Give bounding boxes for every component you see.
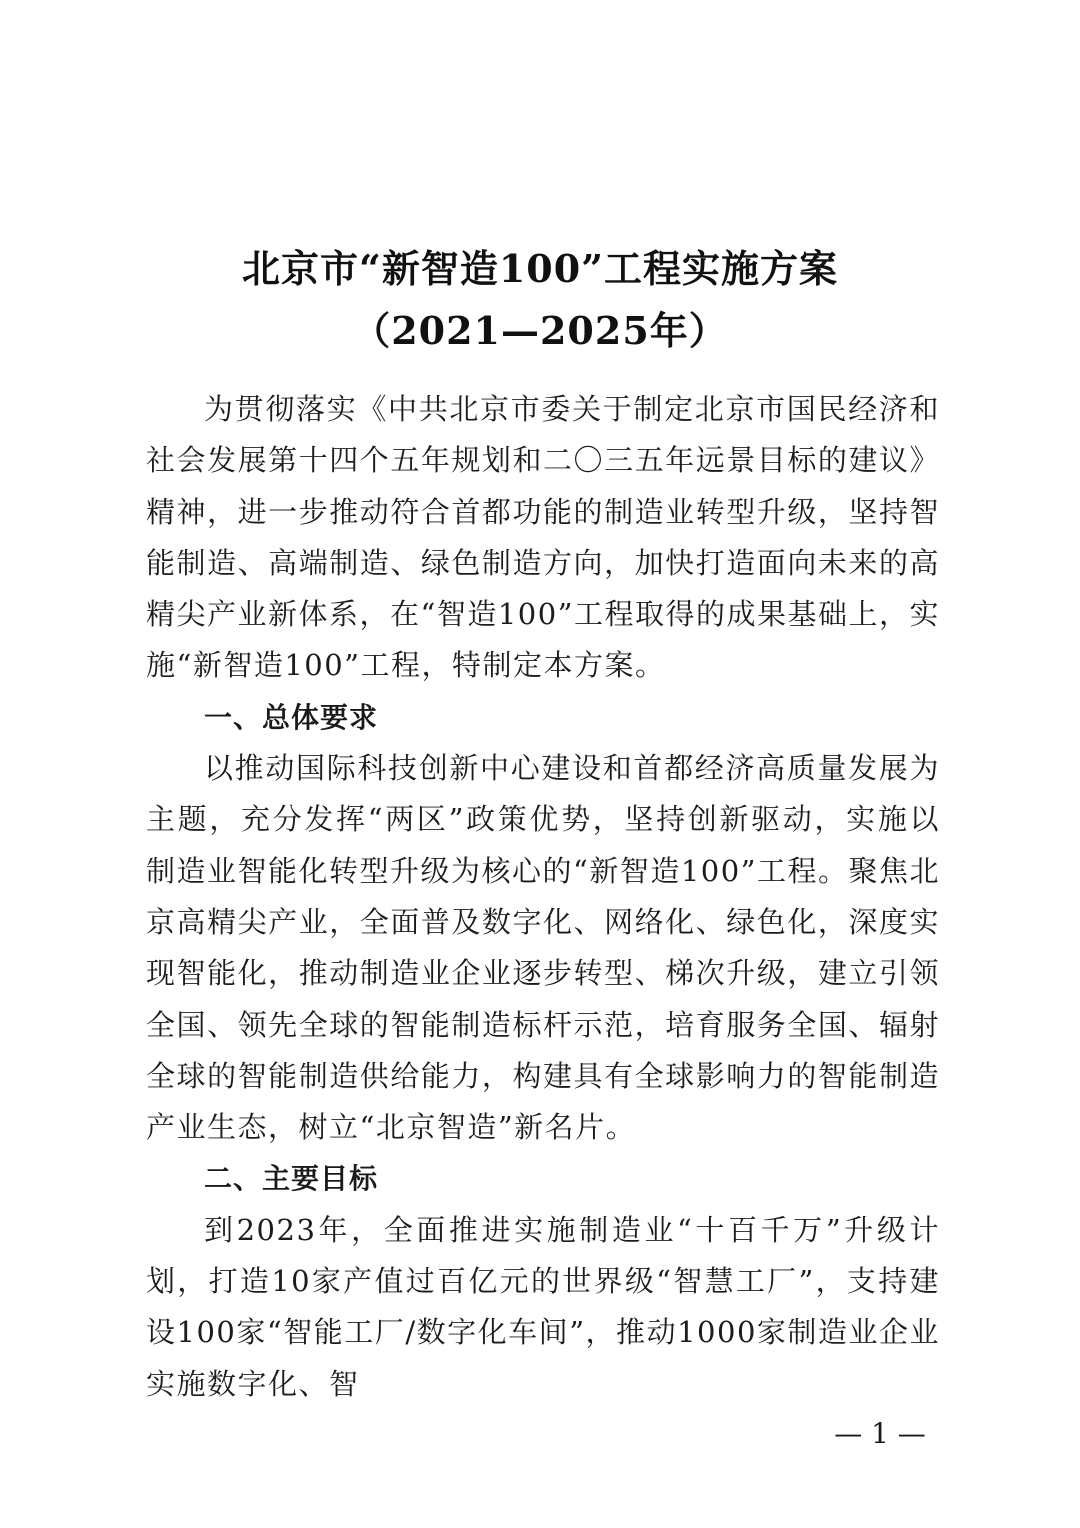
document-title [0,238,1080,362]
section-heading-general-requirements: 一、总体要求 [204,700,379,734]
page-number: — 1 — [834,1417,926,1450]
intro-paragraph: 为贯彻落实《中共北京市委关于制定北京市国民经济和社会发展第十四个五年规划和二〇三五年远景目标的建议》精神，进一步推动符合首都功能的制造业转型升级，坚持智能制造、高端制造、绿色制造方向，加快打造面向未来的高精尖产业新体系，在“智造100”工程取得的成果基础上，实施“新智造100”工程，特制定本方案。 [146,392,941,683]
section-heading-main-goals: 二、主要目标 [204,1162,379,1196]
title-line-years: （2021—2025年） [352,308,728,353]
main-goals-paragraph: 到2023年，全面推进实施制造业“十百千万”升级计划，打造10家产值过百亿元的世界级“智慧工厂”，支持建设100家“智能工厂/数字化车间”，推动1000家制造业企业实施数字化、智 [146,1212,940,1401]
general-requirements-paragraph: 以推动国际科技创新中心建设和首都经济高质量发展为主题，充分发挥“两区”政策优势，坚持创新驱动，实施以制造业智能化转型升级为核心的“新智造100”工程。聚焦北京高精尖产业，全面普及数字化、网络化、绿色化，深度实现智能化，推动制造业企业逐步转型、梯次升级，建立引领全国、领先全球的智能制造标杆示范，培育服务全国、辐射全球的智能制造供给能力，构建具有全球影响力的智能制造产业生态，树立“北京智造”新名片。 [146,751,941,1145]
title-line-main: 北京市“新智造100”工程实施方案 [241,246,839,291]
document-body [146,384,940,1410]
